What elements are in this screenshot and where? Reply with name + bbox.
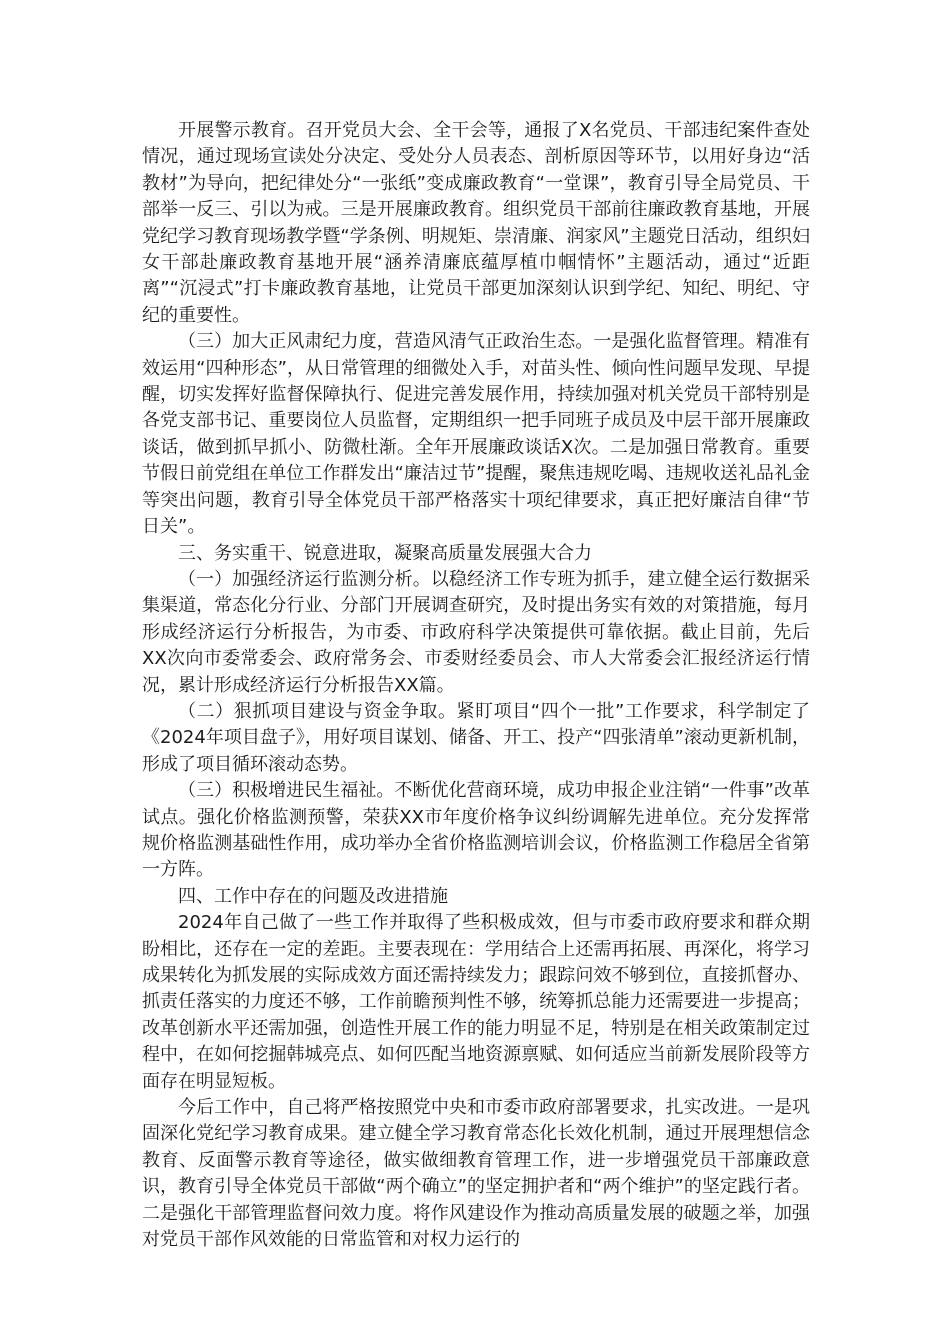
section-heading-4: 四、工作中存在的问题及改进措施 <box>178 885 448 907</box>
paragraph-improvements: 今后工作中，自己将严格按照党中央和市委市政府部署要求，扎实改进。一是巩固深化党纪学习教育成果。建立健全学习教育常态化长效化机制，通过开展理想信念教育、反面警示教育等途径，做实做细教育管理工作，进一步增强党员干部廉政意识，教育引导全体党员干部做“两个确立”的坚定拥护者和“两个维护”的坚定践行者。二是强化干部管理监督问效力度。将作风建设作为推动高质量发展的破题之举，加强对党员干部作风效能的日常监管和对权力运行的 <box>142 1097 810 1251</box>
document-page <box>142 118 810 1253</box>
paragraph-project-construction: （二）狠抓项目建设与资金争取。紧盯项目“四个一批”工作要求，科学制定了《2024年项目盘子》，用好项目谋划、储备、开工、投产“四张清单”滚动更新机制，形成了项目循环滚动态势。 <box>142 700 810 775</box>
paragraph-economic-monitoring: （一）加强经济运行监测分析。以稳经济工作专班为抓手，建立健全运行数据采集渠道，常态化分行业、分部门开展调查研究，及时提出务实有效的对策措施，每月形成经济运行分析报告，为市委、市政府科学决策提供可靠依据。截止目前，先后XX次向市委常委会、政府常务会、市委财经委员会、市人大常委会汇报经济运行情况，累计形成经济运行分析报告XX篇。 <box>142 568 810 696</box>
section-heading-3: 三、务实重干、锐意进取，凝聚高质量发展强大合力 <box>178 542 592 564</box>
paragraph-problems: 2024年自己做了一些工作并取得了些积极成效，但与市委市政府要求和群众期盼相比，还存在一定的差距。主要表现在：学用结合上还需再拓展、再深化，将学习成果转化为抓发展的实际成效方面还需持续发力；跟踪问效不够到位，直接抓督办、抓责任落实的力度还不够，工作前瞻预判性不够，统筹抓总能力还需要进一步提高；改革创新水平还需加强，创造性开展工作的能力明显不足，特别是在相关政策制定过程中，在如何挖掘韩城亮点、如何匹配当地资源禀赋、如何适应当前新发展阶段等方面存在明显短板。 <box>142 912 810 1092</box>
paragraph-discipline: （三）加大正风肃纪力度，营造风清气正政治生态。一是强化监督管理。精准有效运用“四种形态”，从日常管理的细微处入手，对苗头性、倾向性问题早发现、早提醒，切实发挥好监督保障执行、促进完善发展作用，持续加强对机关党员干部特别是各党支部书记、重要岗位人员监督，定期组织一把手同班子成员及中层干部开展廉政谈话，做到抓早抓小、防微杜渐。全年开展廉政谈话X次。二是加强日常教育。重要节假日前党组在单位工作群发出“廉洁过节”提醒，聚焦违规吃喝、违规收送礼品礼金等突出问题，教育引导全体党员干部严格落实十项纪律要求，真正把好廉洁自律“节日关”。 <box>142 331 810 538</box>
paragraph-warning-education: 开展警示教育。召开党员大会、全干会等，通报了X名党员、干部违纪案件查处情况，通过现场宣读处分决定、受处分人员表态、剖析原因等环节，以用好身边“活教材”为导向，把纪律处分“一张纸”变成廉政教育“一堂课”，教育引导全局党员、干部举一反三、引以为戒。三是开展廉政教育。组织党员干部前往廉政教育基地，开展党纪学习教育现场教学暨“学条例、明规矩、崇清廉、润家风”主题党日活动，组织妇女干部赴廉政教育基地开展“涵养清廉底蕴厚植巾帼情怀”主题活动，通过“近距离”“沉浸式”打卡廉政教育基地，让党员干部更加深刻认识到学纪、知纪、明纪、守纪的重要性。 <box>142 120 810 326</box>
paragraph-livelihood: （三）积极增进民生福祉。不断优化营商环境，成功申报企业注销“一件事”改革试点。强化价格监测预警，荣获XX市年度价格争议纠纷调解先进单位。充分发挥常规价格监测基础性作用，成功举办全省价格监测培训会议，价格监测工作稳居全省第一方阵。 <box>142 780 810 881</box>
